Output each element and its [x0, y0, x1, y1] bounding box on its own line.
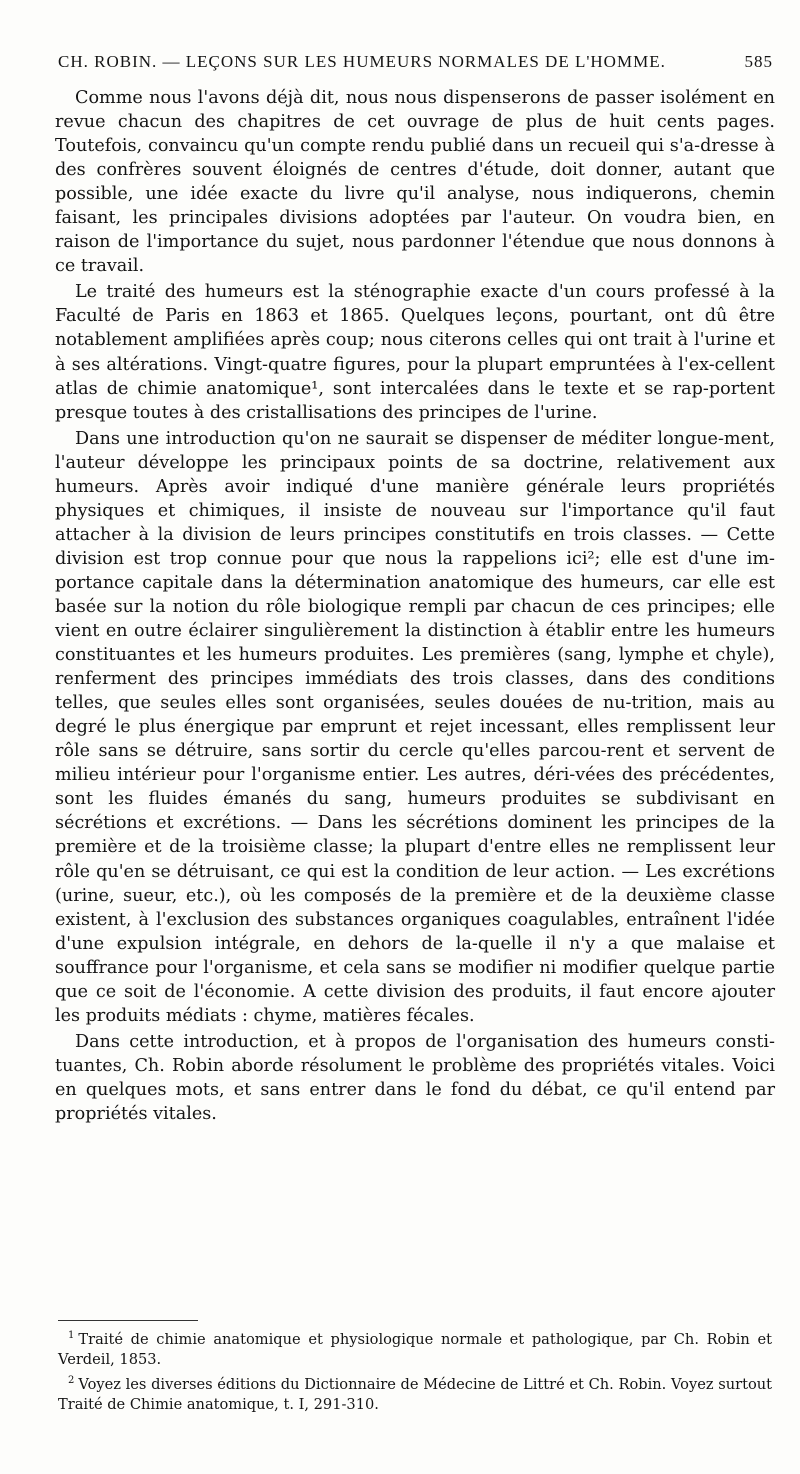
footnote-mark: 1	[68, 1330, 75, 1341]
paragraph	[55, 280, 775, 424]
running-title: CH. ROBIN. — LEÇONS SUR LES HUMEURS NORMALES DE L'HOMME.	[58, 52, 666, 71]
paragraph	[55, 1030, 775, 1126]
running-header	[58, 46, 773, 76]
paragraph	[55, 427, 775, 1028]
footnote	[58, 1326, 772, 1371]
footnote-mark: 2	[68, 1374, 75, 1386]
paragraph-text: Comme nous l'avons déjà dit, nous nous dispenserons de passer isolément en revue chacun des chapitres de cet ouvrage de plus de huit cents pages. Toutefois, convaincu qu'un compte rendu publié dans un recueil qui s'a-dresse à des confrères souvent éloignés de centres d'étude, doit donner, autant que possible, une idée exacte du livre qu'il analyse, nous indiquerons, chemin faisant, les principales divisions adoptées par l'auteur. On voudra bien, en raison de l'importance du sujet, nous pardonner l'étendue que nous donnons à ce travail.	[55, 88, 775, 277]
paragraph	[55, 86, 775, 278]
footnotes	[58, 1326, 772, 1416]
paragraph-text: Dans cette introduction, et à propos de l'organisation des humeurs consti-tuantes, Ch. Robin aborde résolument le problème des propriétés vitales. Voici en quelques mots, et sans entrer dans le fond du débat, ce qu'il entend par propriétés vitales.	[55, 1031, 775, 1124]
footnote	[58, 1371, 772, 1416]
page-number: 585	[744, 52, 773, 71]
body-text	[55, 86, 775, 1126]
footnote-rule	[58, 1320, 198, 1321]
paragraph-text: Le traité des humeurs est la sténographie exacte d'un cours professé à la Faculté de Paris en 1863 et 1865. Quelques leçons, pourtant, ont dû être notablement amplifiées après coup; nous citerons celles qui ont trait à l'urine et à ses altérations. Vingt-quatre figures, pour la plupart empruntées à l'ex-cellent atlas de chimie anatomique¹, sont intercalées dans le texte et se rap-portent presque toutes à des cristallisations des principes de l'urine.	[55, 282, 775, 423]
footnote-text: Traité de chimie anatomique et physiologique normale et pathologique, par Ch. Robin et Verdeil, 1853.	[58, 1330, 772, 1369]
footnote-text: Voyez les diverses éditions du Dictionnaire de Médecine de Littré et Ch. Robin. Voyez surtout Traité de Chimie anatomique, t. I, 291-310.	[58, 1375, 772, 1414]
paragraph-text: Dans une introduction qu'on ne saurait se dispenser de méditer longue-ment, l'auteur développe les principaux points de sa doctrine, relativement aux humeurs. Après avoir indiqué d'une manière générale leurs propriétés physiques et chimiques, il insiste de nouveau sur l'importance qu'il faut attacher à la division de leurs principes constitutifs en trois classes. — Cette division est trop connue pour que nous la rappelions ici²; elle est d'une im-portance capitale dans la détermination anatomique des humeurs, car elle est basée sur la notion du rôle biologique rempli par chacun de ces principes; elle vient en outre éclairer singulièrement la distinction à établir entre les humeurs constituantes et les humeurs produites. Les premières (sang, lymphe et chyle), renferment des principes immédiats des trois classes, dans des conditions telles, que seules elles sont organisées, seules douées de nu-trition, mais au degré le plus énergique par emprunt et rejet incessant, elles remplissent leur rôle sans se détruire, sans sortir du cercle qu'elles parcou-rent et servent de milieu intérieur pour l'organisme entier. Les autres, déri-vées des précédentes, sont les fluides émanés du sang, humeurs produites se subdivisant en sécrétions et excrétions. — Dans les sécrétions dominent les principes de la première et de la troisième classe; la plupart d'entre elles ne remplissent leur rôle qu'en se détruisant, ce qui est la condition de leur action. — Les excrétions (urine, sueur, etc.), où les composés de la première et de la deuxième classe existent, à l'exclusion des substances organiques coagulables, entraînent l'idée d'une expulsion intégrale, en dehors de la-quelle il n'y a que malaise et souffrance pour l'organisme, et cela sans se modifier ni modifier quelque partie que ce soit de l'économie. A cette division des produits, il faut encore ajouter les produits médiats : chyme, matières fécales.	[55, 428, 775, 1026]
